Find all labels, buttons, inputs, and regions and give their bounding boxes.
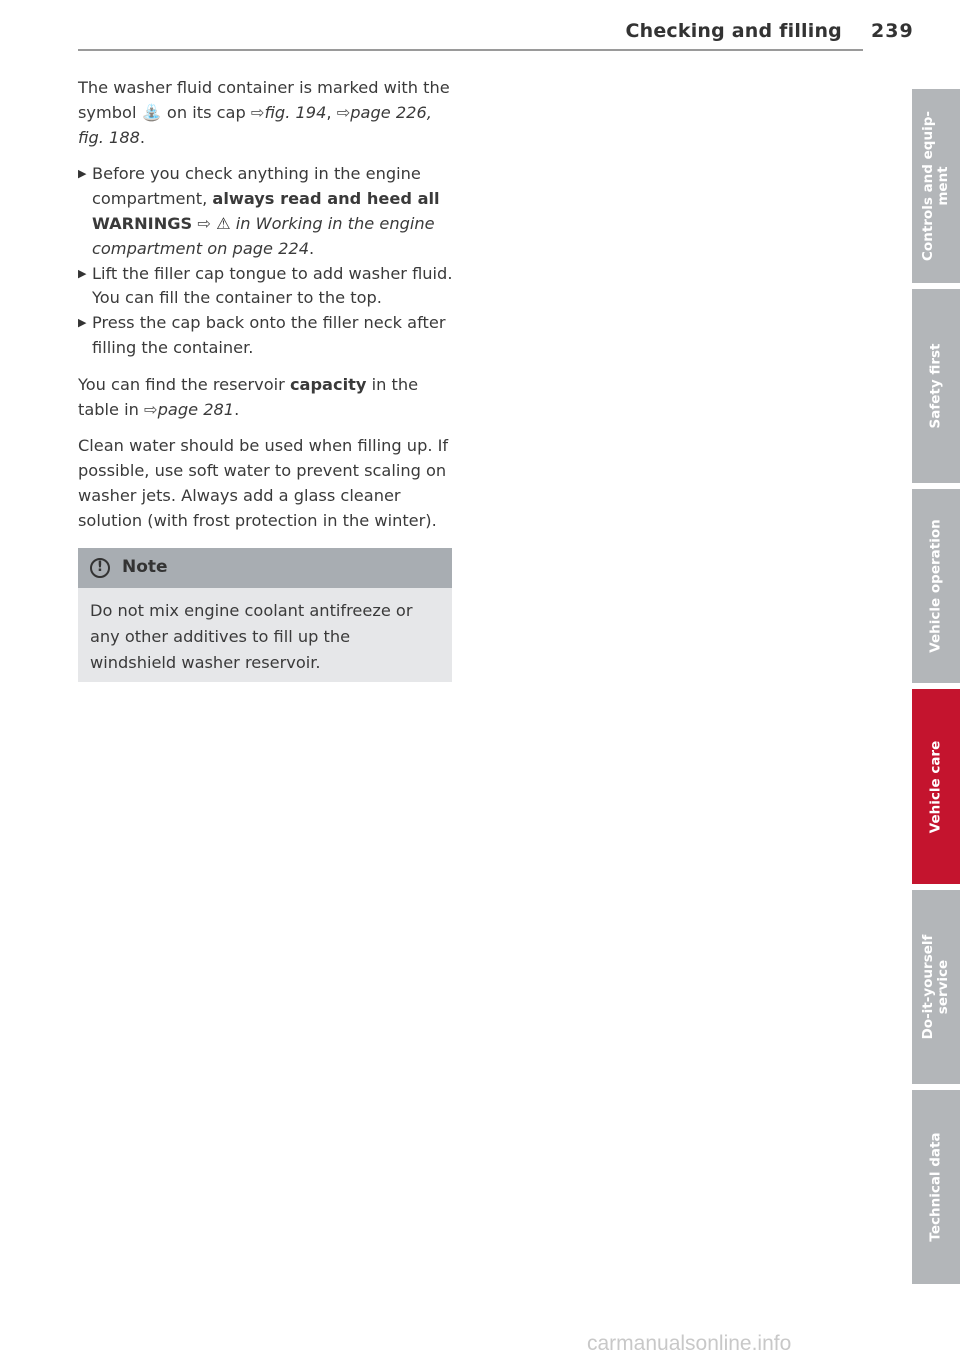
note-body: Do not mix engine coolant antifreeze or any other additives to fill up the windshield washer reservoir. [90, 600, 413, 672]
bullet-triangle-icon: ▶ [78, 266, 87, 280]
note-header [78, 548, 452, 588]
running-header-section: Checking and filling [625, 20, 842, 42]
capacity-paragraph: You can find the reservoir capacity in the table in ⇨page 281. [78, 374, 419, 419]
chapter-tabs [912, 89, 960, 1290]
washer-fluid-icon: ⛲ [141, 102, 162, 122]
ref-link[interactable]: fig. 188 [78, 127, 140, 147]
warning-triangle-icon: ⚠ [216, 213, 231, 233]
list-item: ▶ Lift the filler cap tongue to add washer fluid. You can fill the container to the top. [78, 263, 453, 308]
page-number: 239 [871, 20, 914, 42]
ref-link[interactable]: page 281 [157, 399, 235, 419]
bullet-triangle-icon: ▶ [78, 316, 87, 330]
header-rule [78, 49, 863, 51]
watermark: carmanualsonline.info [587, 1332, 792, 1355]
ref-link[interactable]: fig. 194 [264, 102, 327, 122]
tab-do-it-yourself-service[interactable]: Do-it-yourself service [912, 890, 960, 1084]
note-box [78, 548, 452, 682]
ref-arrow-icon: ⇨ [336, 102, 351, 122]
ref-link[interactable]: in Working in the engine compartment on page 224 [92, 213, 435, 258]
note-title: Note [122, 557, 168, 578]
tab-technical-data[interactable]: Technical data [912, 1090, 960, 1284]
tab-vehicle-operation[interactable]: Vehicle operation [912, 489, 960, 683]
exclamation-circle-icon: ! [90, 558, 110, 578]
list-item: ▶ Press the cap back onto the filler neck after filling the container. [78, 313, 446, 357]
intro-paragraph: The washer fluid container is marked with the symbol ⛲ on its cap ⇨fig. 194, ⇨page 226, fig. 188. [78, 78, 450, 147]
tab-controls-and-equipment[interactable]: Controls and equip- ment [912, 89, 960, 283]
ref-arrow-icon: ⇨ [250, 102, 265, 122]
ref-arrow-icon: ⇨ [197, 213, 211, 233]
tab-safety-first[interactable]: Safety first [912, 289, 960, 483]
tab-vehicle-care[interactable]: Vehicle care [912, 689, 960, 884]
bullet-triangle-icon: ▶ [78, 167, 87, 181]
main-column [78, 76, 453, 682]
water-paragraph: Clean water should be used when filling up. If possible, use soft water to prevent scaling on washer jets. Always add a glass cleaner solution (with frost protection in the winter). [78, 436, 449, 530]
ref-arrow-icon: ⇨ [144, 399, 158, 419]
list-item: ▶ Before you check anything in the engine compartment, always read and heed all WARNINGS ⇨ ⚠ in Working in the engine compartment on page 224. [78, 164, 440, 258]
ref-link[interactable]: page 226, [350, 102, 432, 122]
step-list [78, 162, 453, 360]
